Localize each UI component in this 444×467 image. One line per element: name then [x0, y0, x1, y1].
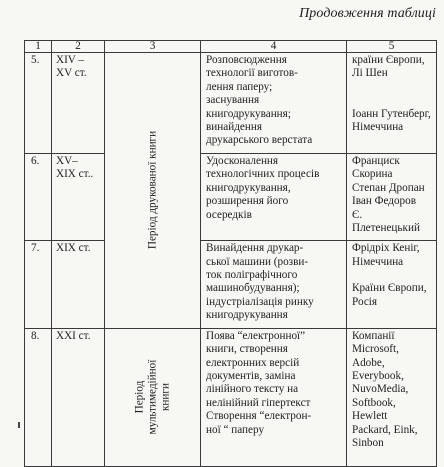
row-century: XV– XIX ст..: [52, 154, 105, 241]
header-cell: 2: [52, 41, 105, 53]
table-header-row: [25, 41, 437, 53]
table-row: [25, 241, 437, 329]
table-row: [25, 53, 437, 154]
row-century: XIX ст.: [52, 241, 105, 329]
period-print-label: Період друкованої книги: [146, 131, 158, 250]
page-edge-mark: [18, 422, 20, 428]
table-row: [25, 154, 437, 241]
header-cell: 1: [25, 41, 52, 53]
period-multimedia-cell: [105, 328, 201, 466]
row-persons: Франциск Скорина Степан Дропан Іван Федоров Є. Плетенецький: [347, 154, 437, 241]
row-century: XIV – XV ст.: [52, 53, 105, 154]
header-cell: 5: [347, 41, 437, 53]
row-number: 5.: [25, 53, 52, 154]
history-table: [24, 40, 437, 467]
header-cell: 4: [201, 41, 347, 53]
row-events: Удосконалення технологічних процесів книгодрукування, розширення його осередків: [201, 154, 347, 241]
header-cell: 3: [105, 41, 201, 53]
row-number: 8.: [25, 328, 52, 466]
period-multimedia-label: Період мультимедійної книги: [133, 359, 171, 435]
table-row: [25, 328, 437, 466]
row-events: Розповсюдження технології виготов- лення паперу; заснування книгодрукування; винайдення друкарського верстата: [201, 53, 347, 154]
row-events: Поява “електронної” книги, створення електронних версій документів, заміна лінійного тексту на нелінійний гіпертекст Створення “електрон- ної “ паперу: [201, 328, 347, 466]
row-events: Винайдення друкар- ської машини (розви- ток поліграфічного машинобудування); індустріалізація ринку книгодрукування: [201, 241, 347, 329]
row-number: 6.: [25, 154, 52, 241]
table-continuation-caption: Продовження таблиці: [299, 6, 436, 21]
row-century: XXI ст.: [52, 328, 105, 466]
row-persons: Компанії Microsoft, Adobe, Everybook, NuvoMedia, Softbook, Hewlett Packard, Eink, Sinbon: [347, 328, 437, 466]
row-number: 7.: [25, 241, 52, 329]
row-persons: країни Європи, Лі Шен Іоанн Гутенберг, Німеччина: [347, 53, 437, 154]
period-print-cell: [105, 53, 201, 329]
row-persons: Фрідріх Кеніг, Німеччина Країни Європи, Росія: [347, 241, 437, 329]
